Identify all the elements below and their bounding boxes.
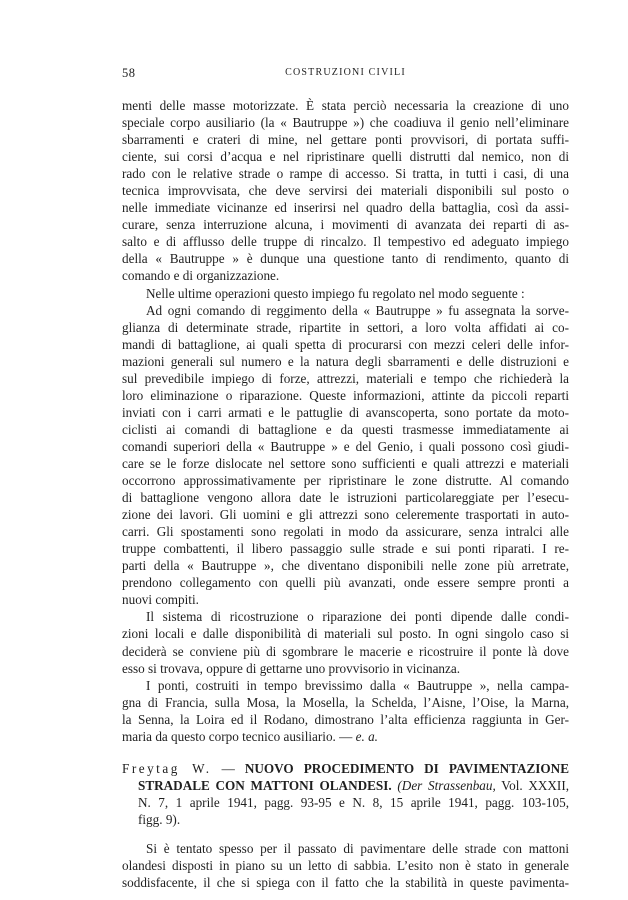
text-line: prendono collegamento con quelli più avanzati, onde essere sempre pronti a — [122, 575, 569, 591]
text-line: truppe combattenti, il libero passaggio sulle strade e sui ponti riparati. I re- — [122, 541, 569, 557]
article-reference: N. 7, 1 aprile 1941, pagg. 93-95 e N. 8, 15 aprile 1941, pagg. 103-105, — [138, 794, 569, 810]
article-heading — [122, 760, 569, 777]
page-header — [122, 66, 569, 82]
text-line: olandesi disposti in piano su un letto di sabbia. L’esito non è stato in generale — [122, 858, 569, 874]
spacer — [122, 745, 569, 760]
text-line: zione dei lavori. Gli uomini e gli attrezzi sono celeremente trasportati in auto- — [122, 507, 569, 523]
text-line: della « Bautruppe » è dunque una questione tanto di rendimento, quanto di — [122, 251, 569, 267]
text-line: Si è tentato spesso per il passato di pavimentare delle strade con mattoni — [146, 840, 569, 856]
text-line: I ponti, costruiti in tempo brevissimo dalla « Bautruppe », nella campa- — [146, 677, 569, 693]
running-head: COSTRUZIONI CIVILI — [285, 67, 406, 78]
text-line: salto e di afflusso delle truppe di rincalzo. Il tempestivo ed adeguato impiego — [122, 234, 569, 250]
text-line: sbarramenti e crateri di mine, nel gettare ponti provvisori, di portata suffi- — [122, 132, 569, 148]
text-line: parti della « Bautruppe », che diventano disponibili nelle zone più arretrate, — [122, 558, 569, 574]
text-line: Il sistema di ricostruzione o riparazione dei ponti dipende dalle condi- — [146, 609, 569, 625]
text-line: ciclisti ai comandi di battaglione e da questi trasmesse immediatamente ai — [122, 421, 569, 437]
page-number: 58 — [122, 66, 136, 80]
text-line: Ad ogni comando di reggimento della « Bautruppe » fu assegnata la sorve- — [146, 302, 569, 318]
article-journal: (Der Strassenbau, — [397, 777, 496, 793]
text-line: comandi superiori della « Bautruppe » e del Genio, i quali possono così giudi- — [122, 438, 569, 454]
text-line: soddisfacente, il che si spiega con il fatto che la stabilità in queste pavimenta- — [122, 875, 569, 891]
spacer — [122, 828, 569, 840]
article-title-cont: STRADALE CON MATTONI OLANDESI. — [138, 777, 392, 793]
text-line-content: maria da questo corpo tecnico ausiliario. — — [122, 728, 353, 744]
article-author: Freytag W. — [122, 760, 212, 776]
text-line: deciderà se conviene più di sgombrare le macerie e ricostruire il ponte là dove — [122, 643, 569, 659]
text-line: inviati con i carri armati e le pattuglie di avanscoperta, sono portate da moto- — [122, 404, 569, 420]
text-line: Nelle ultime operazioni questo impiego fu regolato nel modo seguente : — [146, 285, 525, 301]
article-dash: — — [221, 760, 235, 776]
signature: e. a. — [355, 728, 378, 744]
text-line: sul prevedibile impiego di forze, attrezzi, materiali e tempo che richiederà la — [122, 370, 569, 386]
text-line: di battaglione vengono allora date le istruzioni particolareggiate per l’esecu- — [122, 490, 569, 506]
text-line: la Senna, la Loira ed il Rodano, dimostrano l’alta efficienza raggiunta in Ger- — [122, 711, 569, 727]
text-line: nuovi compiti. — [122, 592, 199, 608]
text-line: mandi di battaglione, ai quali spetta di procurarsi con mezzi celeri delle infor- — [122, 336, 569, 352]
text-line: occorrono approssimativamente per ripristinare le zone distrutte. Al comando — [122, 473, 569, 489]
text-line: rado con le relative strade o rampe di accesso. Si tratta, in tutti i casi, di una — [122, 166, 569, 182]
text-line: tecnica improvvisata, che deve servirsi dei materiali disponibili sul posto o — [122, 183, 569, 199]
article-volume: Vol. XXXII, — [501, 777, 570, 793]
text-line: mazioni generali sul numero e la natura degli sbarramenti e delle distruzioni e — [122, 353, 569, 369]
text-line: care se le forze dislocate nel settore sono sufficienti e quali attrezzi e materiali — [122, 455, 569, 471]
text-line: carri. Gli spostamenti sono regolati in modo da assicurare, senza intralci alle — [122, 524, 569, 540]
text-line: loro eliminazione o riparazione. Queste informazioni, attinte da piccoli reparti — [122, 387, 569, 403]
text-line: esso si trovava, oppure di gettarne uno provvisorio in vicinanza. — [122, 660, 461, 676]
text-line: ciente, sui corsi d’acqua e nel ripristinare quelli distrutti dal nemico, non di — [122, 149, 569, 165]
text-line: glianza di determinate strade, ripartite in settori, a loro volta affidati ai co- — [122, 319, 569, 335]
text-line — [122, 728, 569, 745]
text-line: gna di Francia, sulla Mosa, la Mosella, la Schelda, l’Aisne, l’Oise, la Marna, — [122, 694, 569, 710]
article-title: NUOVO PROCEDIMENTO DI PAVIMENTAZIONE — [244, 760, 569, 776]
text-line: menti delle masse motorizzate. È stata perciò necessaria la creazione di uno — [122, 98, 569, 113]
article-figures: figg. 9). — [138, 811, 181, 827]
body-text — [122, 97, 569, 891]
text-line: comando e di organizzazione. — [122, 268, 280, 284]
text-line: speciale corpo ausiliario (la « Bautruppe ») che coadiuva il genio nell’eliminare — [122, 115, 569, 131]
article-title-line — [122, 777, 569, 794]
text-line: zioni locali e dalle disponibilità di materiali sul posto. In ogni singolo caso si — [122, 626, 569, 642]
text-line: curare, senza interruzione alcuna, i movimenti di avanzata dei reparti di as- — [122, 217, 569, 233]
text-line: nelle immediate vicinanze ed inserirsi nel quadro della battaglia, così da assi- — [122, 200, 569, 216]
